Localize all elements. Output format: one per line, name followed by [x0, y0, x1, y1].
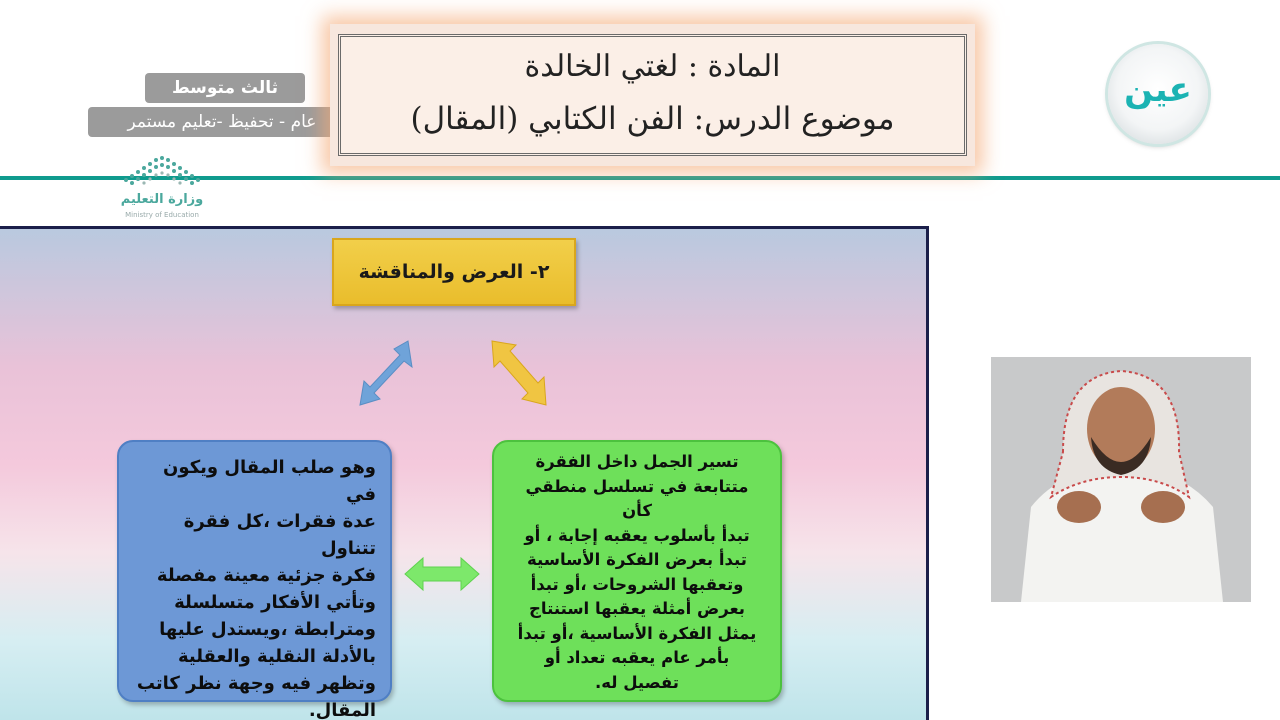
grade-badge: ثالث متوسط [145, 73, 305, 103]
ministry-name-ar: وزارة التعليم [120, 192, 204, 207]
lesson-title-frame [338, 34, 967, 156]
double-arrow-icon [488, 337, 550, 409]
ein-channel-logo-icon [1108, 44, 1208, 144]
slide-title: ٢- العرض والمناقشة [332, 238, 576, 306]
presenter-video [991, 357, 1251, 602]
presenter-figure [991, 357, 1251, 602]
ministry-logo [112, 150, 242, 222]
channel-logo-text: عين [1124, 70, 1192, 110]
track-badge: عام - تحفيظ -تعليم مستمر [88, 107, 356, 137]
lesson-title-box [330, 24, 975, 166]
subject-title: المادة : لغتي الخالدة [524, 49, 781, 84]
double-arrow-icon [403, 554, 481, 594]
slide-panel [0, 226, 929, 720]
ministry-dots-logo-icon [112, 150, 212, 190]
body-description-box: وهو صلب المقال ويكون في عدة فقرات ،كل فقرة تتناول فكرة جزئية معينة مفصلة وتأتي الأفكار متسلسلة ومترابطة ،ويستدل عليها بالأدلة النقلية والعقلية وتظهر فيه وجهة نظر كاتب المقال. [117, 440, 392, 702]
sentence-order-box: تسير الجمل داخل الفقرة متتابعة في تسلسل منطقي كأن تبدأ بأسلوب يعقبه إجابة ، أو تبدأ بعرض الفكرة الأساسية وتعقبها الشروحات ،أو تبدأ بعرض أمثلة يعقبها استنتاج يمثل الفكرة الأساسية ،أو تبدأ بأمر عام يعقبه تعداد أو تفصيل له. [492, 440, 782, 702]
ministry-name-en: Ministry of Education [125, 211, 199, 219]
double-arrow-icon [356, 337, 418, 409]
lesson-topic: موضوع الدرس: الفن الكتابي (المقال) [410, 101, 895, 137]
